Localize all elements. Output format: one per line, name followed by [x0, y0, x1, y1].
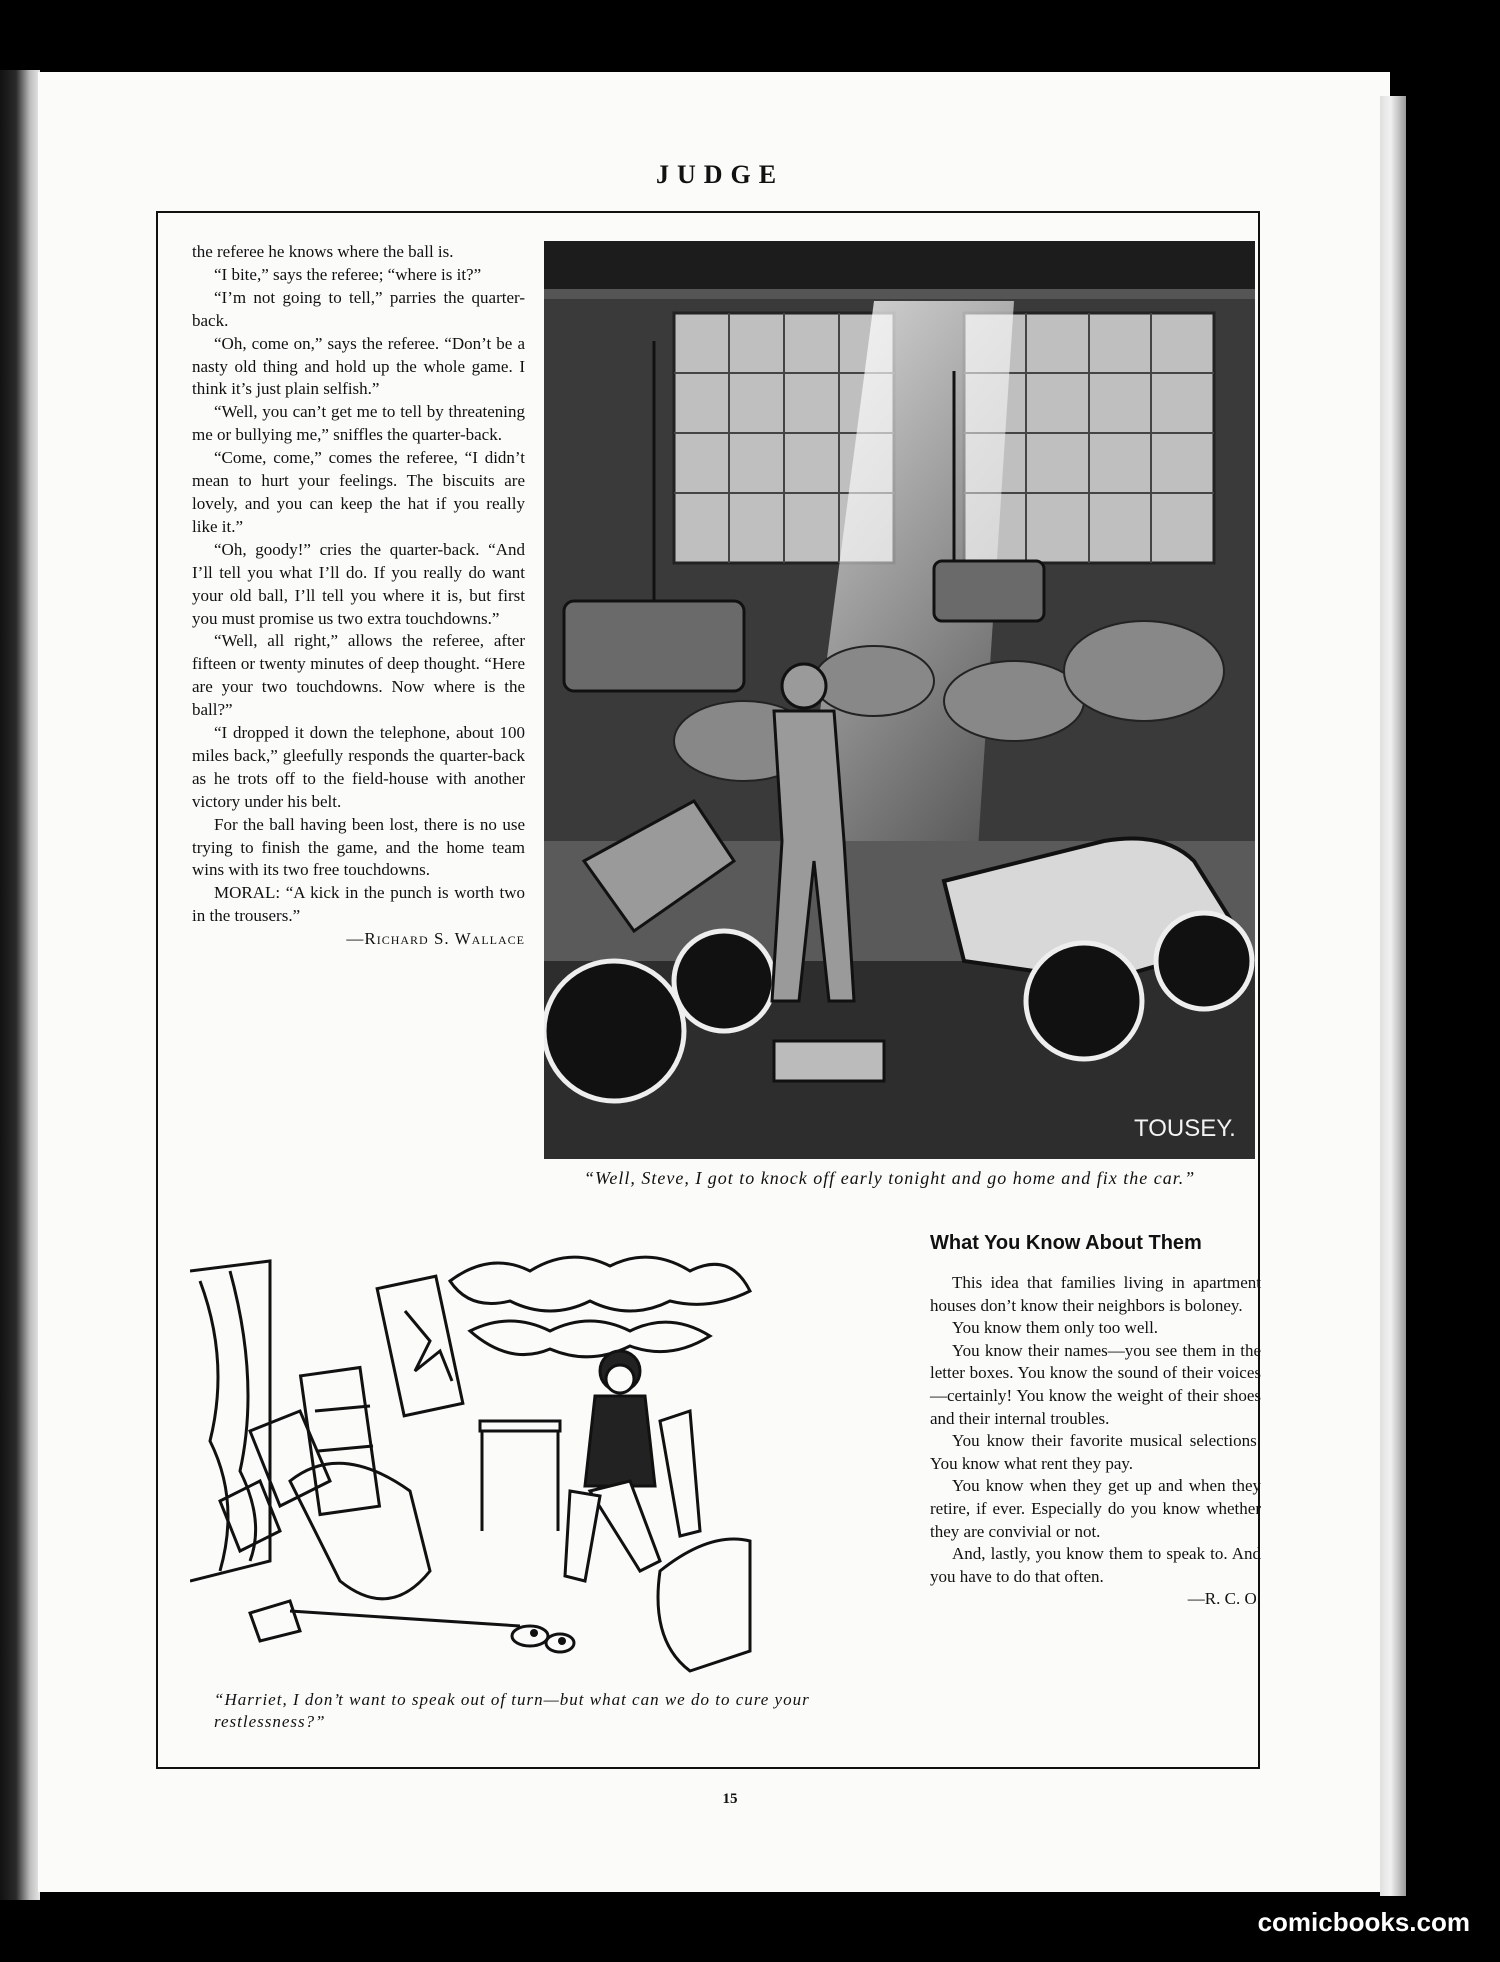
- story-paragraph: “I bite,” says the referee; “where is it?”: [214, 264, 482, 284]
- factory-cartoon-caption: “Well, Steve, I got to knock off early tonight and go home and fix the car.”: [584, 1168, 1196, 1188]
- story-paragraph: “Well, you can’t get me to tell by threatening me or bullying me,” sniffles the quarter-back.: [192, 402, 525, 445]
- story-signature: —Richard S. Wallace: [346, 929, 525, 949]
- book-spine-left: [0, 70, 40, 1900]
- apartment-cartoon-caption: “Harriet, I don’t want to speak out of turn—but what can we do to cure your restlessness?”: [214, 1690, 810, 1731]
- story-paragraph: “I’m not going to tell,” parries the quarter-back.: [192, 287, 525, 330]
- factory-cartoon: [544, 241, 1255, 1159]
- sidebar-column: [930, 1272, 1261, 1611]
- story-paragraph: the referee he knows where the ball is.: [192, 242, 454, 261]
- sidebar-paragraph: You know their favorite musical selections. You know what rent they pay.: [930, 1431, 1261, 1473]
- apartment-illustration: [190, 1241, 890, 1683]
- story-paragraph: “Well, all right,” allows the referee, after fifteen or twenty minutes of deep thought. “Here are your two touchdowns. Now where is the ball?”: [192, 631, 525, 720]
- watermark: comicbooks.com: [1257, 1907, 1470, 1937]
- page-number: 15: [722, 1791, 738, 1807]
- story-column: [192, 241, 525, 951]
- story-paragraph: “I dropped it down the telephone, about 100 miles back,” gleefully responds the quarter-back as he trots off to the field-house with another victory under his belt.: [192, 723, 525, 811]
- sidebar-signature: —R. C. O.: [1187, 1589, 1261, 1609]
- artist-signature: TOUSEY.: [1134, 1115, 1236, 1142]
- sidebar-paragraph: This idea that families living in apartment houses don’t know their neighbors is boloney.: [930, 1273, 1261, 1315]
- sidebar-title: What You Know About Them: [930, 1232, 1202, 1254]
- sidebar-paragraph: You know their names—you see them in the letter boxes. You know the sound of their voices—certainly! You know the weight of their shoes and their internal troubles.: [930, 1340, 1261, 1428]
- story-paragraph: For the ball having been lost, there is no use trying to finish the game, and the home team wins with its two free touchdowns.: [192, 814, 525, 880]
- masthead: JUDGE: [655, 160, 785, 189]
- page-edges-right: [1380, 96, 1406, 1896]
- story-paragraph: “Oh, goody!” cries the quarter-back. “And I’ll tell you what I’ll do. If you really do want your old ball, I’ll tell you where it is, but first you must promise us two extra touchdowns.”: [192, 539, 525, 628]
- story-paragraph: MORAL: “A kick in the punch is worth two in the trousers.”: [192, 883, 525, 926]
- story-paragraph: “Come, come,” comes the referee, “I didn’t mean to hurt your feelings. The biscuits are lovely, and you can keep the hat if you really like it.”: [192, 448, 525, 536]
- sidebar-paragraph: You know when they get up and when they retire, if ever. Especially do you know whether they are convivial or not.: [930, 1476, 1261, 1541]
- sidebar-paragraph: You know them only too well.: [952, 1318, 1159, 1338]
- factory-illustration: [544, 241, 1255, 1159]
- story-paragraph: “Oh, come on,” says the referee. “Don’t be a nasty old thing and hold up the whole game. I think it’s just plain selfish.”: [192, 333, 525, 399]
- apartment-cartoon: [190, 1241, 890, 1683]
- sidebar-paragraph: And, lastly, you know them to speak to. And you have to do that often.: [930, 1544, 1261, 1586]
